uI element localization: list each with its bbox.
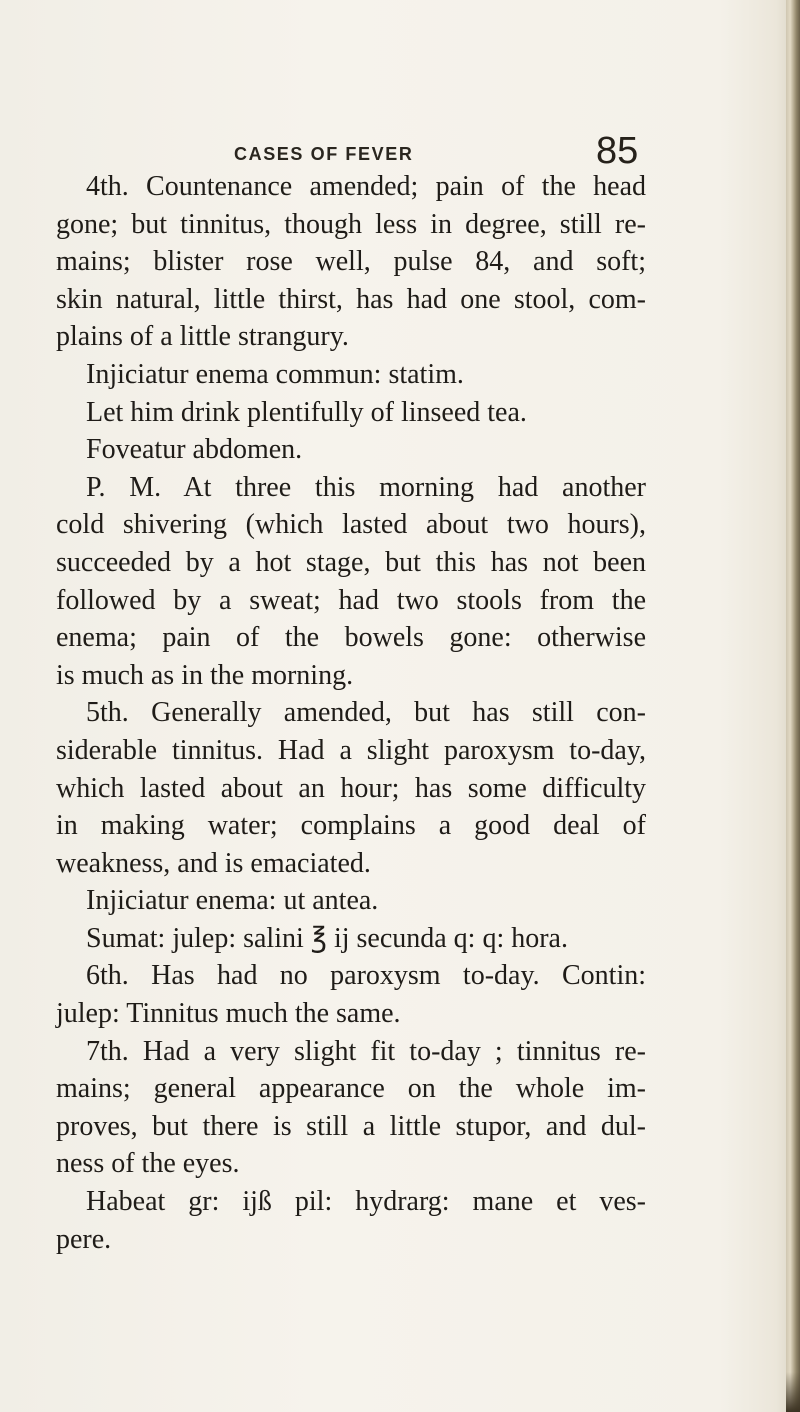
text-line: enema; pain of the bowels gone: otherwise <box>56 622 646 654</box>
text-line: succeeded by a hot stage, but this has not been <box>56 546 646 578</box>
page-number: 85 <box>596 130 639 172</box>
text-line: gone; but tinnitus, though less in degree, still re- <box>56 208 646 240</box>
text-line: pere. <box>56 1223 112 1255</box>
text-line: 5th. Generally amended, but has still con- <box>86 697 646 729</box>
text-line: ness of the eyes. <box>56 1148 240 1180</box>
text-line: followed by a sweat; had two stools from the <box>56 584 646 616</box>
running-title: CASES OF FEVER <box>234 144 414 164</box>
body-text <box>56 168 646 1258</box>
text-line: 4th. Countenance amended; pain of the head <box>86 171 646 202</box>
text-line: P. M. At three this morning had another <box>86 471 646 503</box>
text-line: plains of a little strangury. <box>56 321 349 353</box>
text-line: Habeat gr: ijß pil: hydrarg: mane et ves- <box>86 1186 646 1218</box>
text-line: Let him drink plentifully of linseed tea. <box>86 396 527 428</box>
text-line: 7th. Had a very slight fit to-day ; tinnitus re- <box>86 1035 646 1067</box>
text-line: Sumat: julep: salini ℥ ij secunda q: q: hora. <box>86 922 568 954</box>
text-line: skin natural, little thirst, has had one stool, com- <box>56 283 646 315</box>
text-line: mains; blister rose well, pulse 84, and soft; <box>56 246 646 278</box>
text-line: in making water; complains a good deal of <box>56 810 646 842</box>
text-line: cold shivering (which lasted about two hours), <box>56 509 646 541</box>
page-edge <box>786 0 800 1412</box>
text-line: Injiciatur enema commun: statim. <box>86 358 464 390</box>
text-line: julep: Tinnitus much the same. <box>56 998 401 1030</box>
text-line: 6th. Has had no paroxysm to-day. Contin: <box>86 960 646 992</box>
text-line: weakness, and is emaciated. <box>56 847 371 879</box>
text-line: which lasted about an hour; has some difficulty <box>56 772 646 804</box>
text-line: siderable tinnitus. Had a slight paroxysm to-day, <box>56 734 646 766</box>
text-line: Foveatur abdomen. <box>86 434 303 466</box>
text-line: is much as in the morning. <box>56 659 354 691</box>
text-line: Injiciatur enema: ut antea. <box>86 885 379 917</box>
text-line: mains; general appearance on the whole im- <box>56 1073 646 1105</box>
text-line: proves, but there is still a little stupor, and dul- <box>56 1110 646 1142</box>
